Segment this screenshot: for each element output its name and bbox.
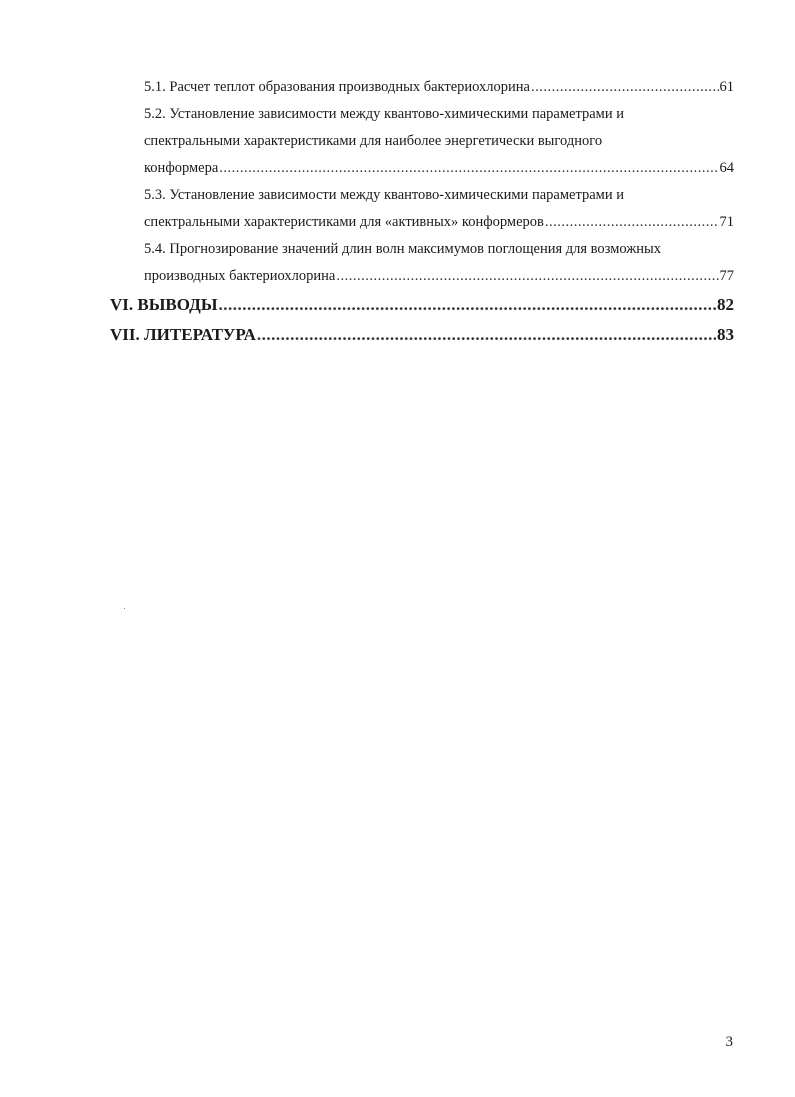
toc-entry-page: 77 — [719, 268, 734, 284]
toc-entry-title: 5.4. Прогнозирование значений длин волн максимумов поглощения для возможных — [144, 241, 662, 257]
toc-entry-5-4-line-1[interactable] — [110, 236, 734, 263]
leader-dots — [219, 155, 718, 182]
toc-section-conclusions[interactable] — [110, 290, 734, 320]
toc-section-literature[interactable] — [110, 320, 734, 350]
toc-entry-5-2-line-3[interactable] — [110, 155, 734, 182]
toc-entry-title: 5.2. Установление зависимости между квантово-химическими параметрами и — [144, 106, 624, 122]
leader-dots — [336, 263, 718, 290]
toc-entry-title: спектральными характеристиками для наиболее энергетически выгодного — [144, 133, 603, 149]
toc-entry-title: конформера — [144, 160, 219, 176]
leader-dots — [545, 209, 719, 236]
toc-section-title: VII. ЛИТЕРАТУРА — [110, 325, 256, 344]
toc-entry-5-3-line-2[interactable] — [110, 209, 734, 236]
toc-entry-title: производных бактериохлорина — [144, 268, 336, 284]
toc-entry-title: 5.3. Установление зависимости между квантово-химическими параметрами и — [144, 187, 624, 203]
toc-entry-page: 64 — [719, 160, 734, 176]
toc-entry-5-2-line-1[interactable] — [110, 101, 734, 128]
table-of-contents — [110, 74, 734, 350]
leader-dots — [219, 290, 716, 320]
toc-entry-5-2-line-2[interactable] — [110, 128, 734, 155]
toc-entry-5-3-line-1[interactable] — [110, 182, 734, 209]
toc-entry-page: 71 — [719, 214, 734, 230]
page-number: 3 — [725, 1034, 733, 1050]
leader-dots — [257, 320, 716, 350]
toc-entry-title: 5.1. Расчет теплот образования производных бактериохлорина — [144, 79, 530, 95]
toc-section-page: 82 — [717, 295, 734, 314]
toc-entry-5-4-line-2[interactable] — [110, 263, 734, 290]
toc-entry-5-1[interactable] — [110, 74, 734, 101]
toc-entry-page: 61 — [719, 79, 734, 95]
toc-section-page: 83 — [717, 325, 734, 344]
leader-dots — [531, 74, 719, 101]
scan-speck — [124, 608, 125, 609]
toc-entry-title: спектральными характеристиками для «активных» конформеров — [144, 214, 544, 230]
toc-section-title: VI. ВЫВОДЫ — [110, 295, 218, 314]
